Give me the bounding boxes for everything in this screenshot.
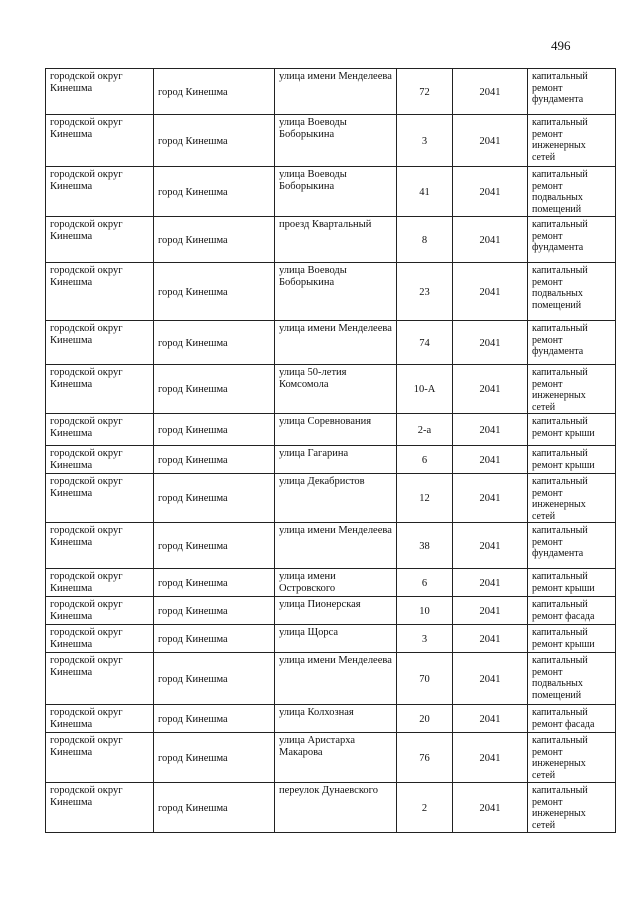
house-number-cell: 72 <box>397 69 453 115</box>
table-row <box>46 321 616 365</box>
district-cell: городской округ Кинешма <box>46 569 154 597</box>
work-type-cell: капитальный ремонт инженерных сетей <box>528 115 616 167</box>
house-number-cell: 70 <box>397 653 453 705</box>
district-cell: городской округ Кинешма <box>46 597 154 625</box>
street-cell: улица имени Менделеева <box>275 653 397 705</box>
repair-schedule-table <box>45 68 616 833</box>
table-row <box>46 365 616 414</box>
city-cell: город Кинешма <box>154 115 275 167</box>
work-type-cell: капитальный ремонт фундамента <box>528 321 616 365</box>
year-cell: 2041 <box>453 69 528 115</box>
house-number-cell: 41 <box>397 167 453 217</box>
district-cell: городской округ Кинешма <box>46 446 154 474</box>
work-type-cell: капитальный ремонт фундамента <box>528 69 616 115</box>
work-type-cell: капитальный ремонт фасада <box>528 705 616 733</box>
house-number-cell: 76 <box>397 733 453 783</box>
district-cell: городской округ Кинешма <box>46 69 154 115</box>
house-number-cell: 10 <box>397 597 453 625</box>
work-type-cell: капитальный ремонт фундамента <box>528 523 616 569</box>
work-type-cell: капитальный ремонт инженерных сетей <box>528 474 616 523</box>
year-cell: 2041 <box>453 597 528 625</box>
year-cell: 2041 <box>453 569 528 597</box>
work-type-cell: капитальный ремонт фасада <box>528 597 616 625</box>
house-number-cell: 8 <box>397 217 453 263</box>
city-cell: город Кинешма <box>154 446 275 474</box>
city-cell: город Кинешма <box>154 569 275 597</box>
city-cell: город Кинешма <box>154 321 275 365</box>
table-row <box>46 217 616 263</box>
city-cell: город Кинешма <box>154 625 275 653</box>
city-cell: город Кинешма <box>154 414 275 446</box>
year-cell: 2041 <box>453 446 528 474</box>
district-cell: городской округ Кинешма <box>46 733 154 783</box>
year-cell: 2041 <box>453 321 528 365</box>
house-number-cell: 20 <box>397 705 453 733</box>
street-cell: улица имени Менделеева <box>275 321 397 365</box>
city-cell: город Кинешма <box>154 597 275 625</box>
work-type-cell: капитальный ремонт крыши <box>528 446 616 474</box>
city-cell: город Кинешма <box>154 653 275 705</box>
table-body <box>46 69 616 833</box>
work-type-cell: капитальный ремонт инженерных сетей <box>528 365 616 414</box>
work-type-cell: капитальный ремонт инженерных сетей <box>528 733 616 783</box>
year-cell: 2041 <box>453 523 528 569</box>
street-cell: улица Колхозная <box>275 705 397 733</box>
district-cell: городской округ Кинешма <box>46 321 154 365</box>
city-cell: город Кинешма <box>154 365 275 414</box>
work-type-cell: капитальный ремонт подвальных помещений <box>528 653 616 705</box>
year-cell: 2041 <box>453 625 528 653</box>
year-cell: 2041 <box>453 115 528 167</box>
table-row <box>46 625 616 653</box>
district-cell: городской округ Кинешма <box>46 167 154 217</box>
city-cell: город Кинешма <box>154 167 275 217</box>
table-row <box>46 446 616 474</box>
year-cell: 2041 <box>453 263 528 321</box>
year-cell: 2041 <box>453 414 528 446</box>
table-row <box>46 263 616 321</box>
district-cell: городской округ Кинешма <box>46 115 154 167</box>
district-cell: городской округ Кинешма <box>46 263 154 321</box>
street-cell: проезд Квартальный <box>275 217 397 263</box>
district-cell: городской округ Кинешма <box>46 217 154 263</box>
year-cell: 2041 <box>453 783 528 833</box>
table-row <box>46 705 616 733</box>
street-cell: улица Воеводы Боборыкина <box>275 115 397 167</box>
district-cell: городской округ Кинешма <box>46 523 154 569</box>
table-row <box>46 569 616 597</box>
work-type-cell: капитальный ремонт крыши <box>528 625 616 653</box>
district-cell: городской округ Кинешма <box>46 653 154 705</box>
work-type-cell: капитальный ремонт фундамента <box>528 217 616 263</box>
street-cell: улица Пионерская <box>275 597 397 625</box>
street-cell: переулок Дунаевского <box>275 783 397 833</box>
street-cell: улица Соревнования <box>275 414 397 446</box>
table-row <box>46 115 616 167</box>
year-cell: 2041 <box>453 365 528 414</box>
city-cell: город Кинешма <box>154 705 275 733</box>
year-cell: 2041 <box>453 217 528 263</box>
street-cell: улица Гагарина <box>275 446 397 474</box>
city-cell: город Кинешма <box>154 783 275 833</box>
city-cell: город Кинешма <box>154 217 275 263</box>
table-row <box>46 474 616 523</box>
work-type-cell: капитальный ремонт крыши <box>528 414 616 446</box>
street-cell: улица имени Менделеева <box>275 523 397 569</box>
table-row <box>46 733 616 783</box>
city-cell: город Кинешма <box>154 263 275 321</box>
house-number-cell: 6 <box>397 569 453 597</box>
house-number-cell: 6 <box>397 446 453 474</box>
house-number-cell: 2-а <box>397 414 453 446</box>
year-cell: 2041 <box>453 474 528 523</box>
district-cell: городской округ Кинешма <box>46 474 154 523</box>
house-number-cell: 3 <box>397 625 453 653</box>
street-cell: улица Декабристов <box>275 474 397 523</box>
street-cell: улица Воеводы Боборыкина <box>275 167 397 217</box>
table-row <box>46 523 616 569</box>
table-row <box>46 167 616 217</box>
work-type-cell: капитальный ремонт подвальных помещений <box>528 263 616 321</box>
page-number: 496 <box>551 38 571 53</box>
street-cell: улица имени Островского <box>275 569 397 597</box>
table-row <box>46 783 616 833</box>
district-cell: городской округ Кинешма <box>46 414 154 446</box>
city-cell: город Кинешма <box>154 523 275 569</box>
district-cell: городской округ Кинешма <box>46 705 154 733</box>
house-number-cell: 23 <box>397 263 453 321</box>
house-number-cell: 12 <box>397 474 453 523</box>
city-cell: город Кинешма <box>154 733 275 783</box>
city-cell: город Кинешма <box>154 474 275 523</box>
house-number-cell: 3 <box>397 115 453 167</box>
house-number-cell: 74 <box>397 321 453 365</box>
table-row <box>46 597 616 625</box>
house-number-cell: 2 <box>397 783 453 833</box>
street-cell: улица Воеводы Боборыкина <box>275 263 397 321</box>
year-cell: 2041 <box>453 705 528 733</box>
work-type-cell: капитальный ремонт инженерных сетей <box>528 783 616 833</box>
street-cell: улица 50-летия Комсомола <box>275 365 397 414</box>
work-type-cell: капитальный ремонт подвальных помещений <box>528 167 616 217</box>
street-cell: улица Щорса <box>275 625 397 653</box>
district-cell: городской округ Кинешма <box>46 783 154 833</box>
table-row <box>46 414 616 446</box>
table-row <box>46 69 616 115</box>
table-row <box>46 653 616 705</box>
street-cell: улица Аристарха Макарова <box>275 733 397 783</box>
district-cell: городской округ Кинешма <box>46 625 154 653</box>
city-cell: город Кинешма <box>154 69 275 115</box>
house-number-cell: 38 <box>397 523 453 569</box>
year-cell: 2041 <box>453 733 528 783</box>
street-cell: улица имени Менделеева <box>275 69 397 115</box>
year-cell: 2041 <box>453 167 528 217</box>
work-type-cell: капитальный ремонт крыши <box>528 569 616 597</box>
house-number-cell: 10-А <box>397 365 453 414</box>
year-cell: 2041 <box>453 653 528 705</box>
district-cell: городской округ Кинешма <box>46 365 154 414</box>
